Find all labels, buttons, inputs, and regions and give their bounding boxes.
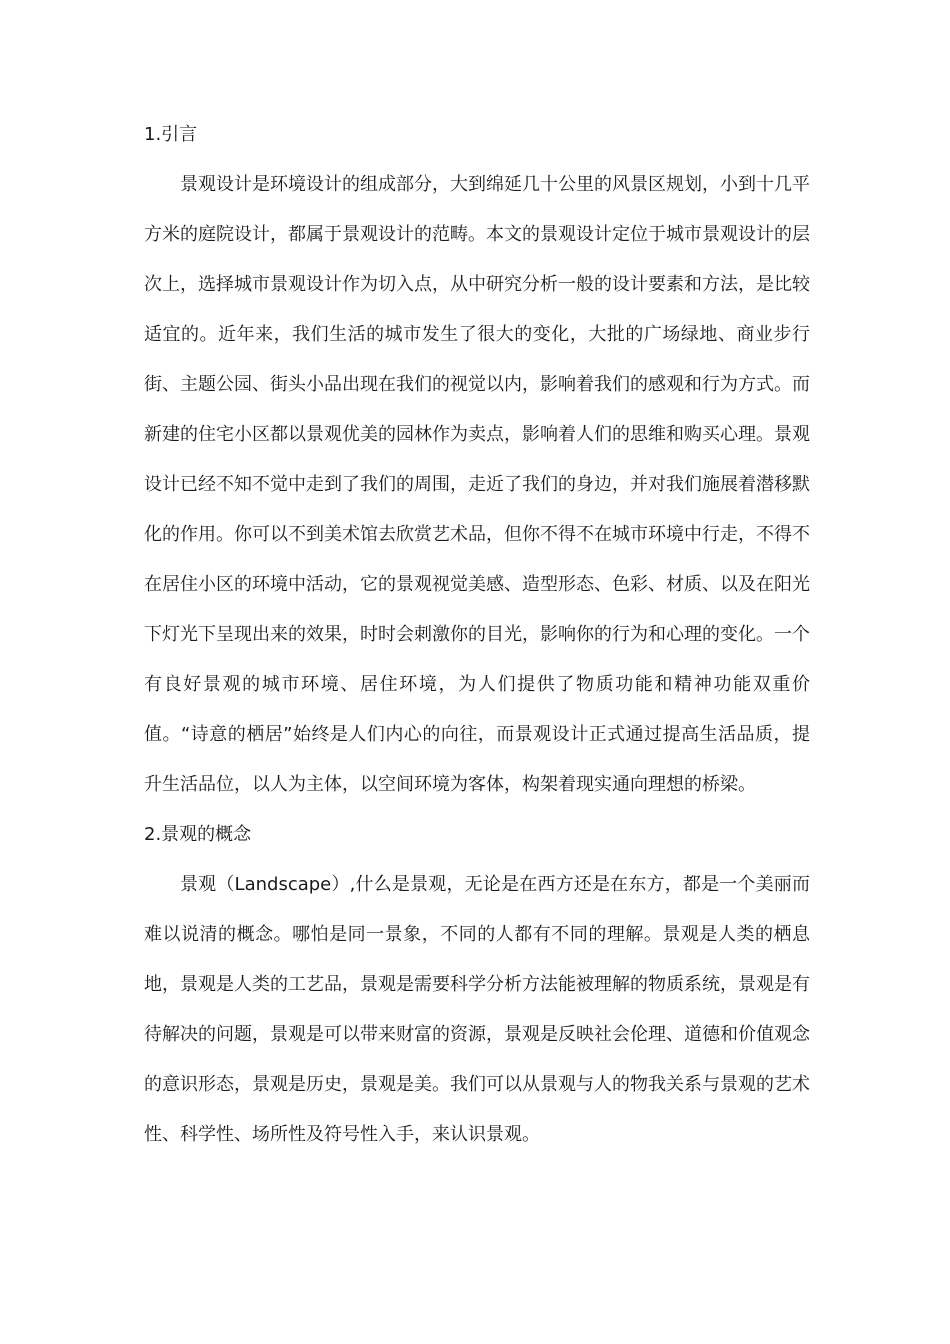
section-heading-landscape-concept: 2.景观的概念 [144, 824, 252, 845]
section-heading-introduction: 1.引言 [144, 124, 198, 145]
section-paragraph-landscape-concept: 景观（Landscape）,什么是景观，无论是在西方还是在东方，都是一个美丽而难以说清的概念。哪怕是同一景象，不同的人都有不同的理解。景观是人类的栖息地，景观是人类的工艺品，景观是需要科学分析方法能被理解的物质系统，景观是有待解决的问题，景观是可以带来财富的资源，景观是反映社会伦理、道德和价值观念的意识形态，景观是历史，景观是美。我们可以从景观与人的物我关系与景观的艺术性、科学性、场所性及符号性入手，来认识景观。 [144, 874, 810, 1145]
document-body [144, 110, 810, 1160]
section-paragraph-introduction: 景观设计是环境设计的组成部分，大到绵延几十公里的风景区规划，小到十几平方米的庭院设计，都属于景观设计的范畴。本文的景观设计定位于城市景观设计的层次上，选择城市景观设计作为切入点，从中研究分析一般的设计要素和方法，是比较适宜的。近年来，我们生活的城市发生了很大的变化，大批的广场绿地、商业步行街、主题公园、街头小品出现在我们的视觉以内，影响着我们的感观和行为方式。而新建的住宅小区都以景观优美的园林作为卖点，影响着人们的思维和购买心理。景观设计已经不知不觉中走到了我们的周围，走近了我们的身边，并对我们施展着潜移默化的作用。你可以不到美术馆去欣赏艺术品，但你不得不在城市环境中行走，不得不在居住小区的环境中活动，它的景观视觉美感、造型形态、色彩、材质、以及在阳光下灯光下呈现出来的效果，时时会刺激你的目光，影响你的行为和心理的变化。一个有良好景观的城市环境、居住环境，为人们提供了物质功能和精神功能双重价值。“诗意的栖居”始终是人们内心的向往，而景观设计正式通过提高生活品质，提升生活品位，以人为主体，以空间环境为客体，构架着现实通向理想的桥梁。 [144, 174, 810, 795]
